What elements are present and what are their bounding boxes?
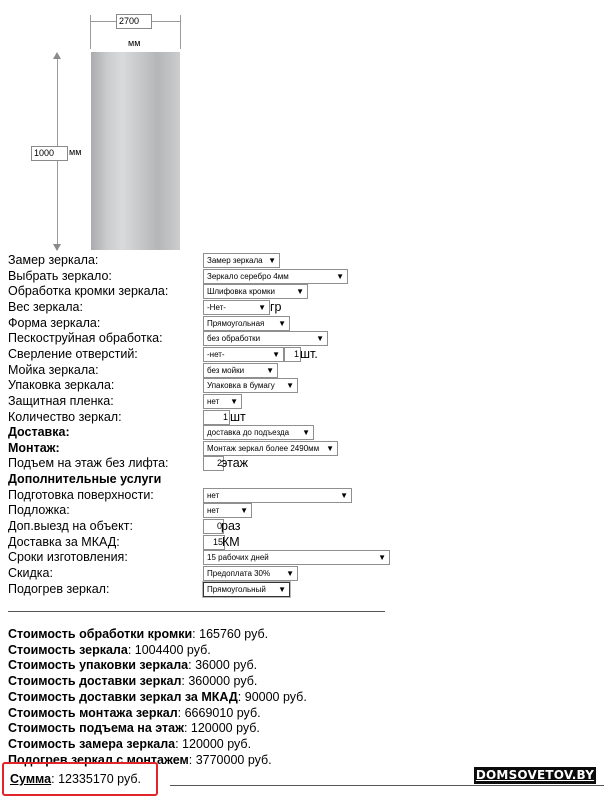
- form-row: [0, 440, 604, 456]
- cost-line: Подогрев зеркал с монтажем: 3770000 руб.: [8, 752, 272, 767]
- dropdown-select[interactable]: [203, 550, 390, 565]
- cost-value: 6669010 руб.: [184, 705, 261, 720]
- height-unit-label: мм: [69, 147, 82, 157]
- unit-suffix: шт: [230, 409, 246, 424]
- dropdown-select[interactable]: [203, 378, 298, 393]
- cost-line: Стоимость доставки зеркал: 360000 руб.: [8, 674, 258, 689]
- width-dimension-tick-right: [180, 15, 181, 49]
- total-value: 12335170 руб.: [58, 772, 141, 786]
- cost-line: Стоимость доставки зеркал за МКАД: 90000 руб.: [8, 689, 307, 704]
- field-label: Форма зеркала:: [8, 315, 101, 330]
- form-row: [0, 424, 604, 440]
- form-row: [0, 283, 604, 299]
- dropdown-select[interactable]: [203, 284, 308, 299]
- dropdown-value: Монтаж зеркал более 2490мм: [207, 443, 320, 453]
- section-heading: Дополнительные услуги: [8, 472, 162, 487]
- field-label: Защитная пленка:: [8, 393, 114, 408]
- dropdown-value: нет: [207, 396, 220, 406]
- cost-label: Стоимость упаковки зеркала: [8, 658, 189, 673]
- field-label: Пескоструйная обработка:: [8, 331, 163, 346]
- cost-label: Стоимость доставки зеркал: [8, 674, 182, 689]
- form-row: [0, 299, 604, 315]
- bottom-divider: [170, 785, 604, 786]
- field-label: Количество зеркал:: [8, 409, 122, 424]
- chevron-down-icon: ▼: [316, 334, 324, 344]
- dropdown-select[interactable]: [203, 331, 328, 346]
- dropdown-select[interactable]: [203, 269, 348, 284]
- form-row: [0, 409, 604, 425]
- number-input[interactable]: 0: [203, 519, 224, 534]
- dropdown-select[interactable]: [203, 582, 290, 597]
- field-label: Подогрев зеркал:: [8, 581, 110, 596]
- chevron-down-icon: ▼: [286, 569, 294, 578]
- chevron-down-icon: ▼: [296, 287, 304, 297]
- cost-value: 90000 руб.: [244, 689, 307, 704]
- cost-label: Стоимость обработки кромки: [8, 627, 193, 641]
- form-row: [0, 268, 604, 284]
- dropdown-value: доставка до подъезда: [207, 428, 290, 438]
- form-row: [0, 393, 604, 409]
- dropdown-value: Прямоугольный: [207, 584, 266, 594]
- chevron-down-icon: ▼: [302, 428, 310, 438]
- field-label: Монтаж:: [8, 440, 60, 455]
- dropdown-value: 15 рабочих дней: [207, 553, 269, 563]
- dropdown-value: без обработки: [207, 334, 261, 344]
- dropdown-select[interactable]: [203, 300, 270, 315]
- form-row: [0, 581, 604, 597]
- dropdown-value: Шлифовка кромки: [207, 287, 275, 297]
- cost-value: 1004400 руб.: [134, 642, 211, 657]
- cost-label: Стоимость доставки зеркал за МКАД: [8, 689, 238, 704]
- cost-value: 120000 руб.: [182, 736, 252, 751]
- cost-value: 3770000 руб.: [195, 752, 272, 767]
- chevron-down-icon: ▼: [272, 349, 280, 359]
- chevron-down-icon: ▼: [340, 490, 348, 500]
- arrow-down-icon: [53, 244, 61, 251]
- arrow-up-icon: [53, 52, 61, 59]
- chevron-down-icon: ▼: [258, 302, 266, 312]
- chevron-down-icon: ▼: [278, 584, 286, 594]
- number-input[interactable]: 15: [203, 535, 225, 550]
- dropdown-value: нет: [207, 506, 220, 516]
- field-label: Упаковка зеркала:: [8, 378, 115, 393]
- dropdown-select[interactable]: [203, 425, 314, 440]
- cost-label: Подогрев зеркал с монтажем: [8, 752, 189, 767]
- width-unit-label: мм: [128, 38, 141, 48]
- number-input[interactable]: 1: [203, 410, 230, 425]
- chevron-down-icon: ▼: [230, 396, 238, 406]
- form-row: [0, 534, 604, 550]
- dropdown-select[interactable]: [203, 316, 290, 331]
- width-dimension-tick-left: [90, 15, 91, 49]
- width-input[interactable]: [116, 14, 152, 29]
- mirror-image: [91, 52, 180, 250]
- field-label: Сроки изготовления:: [8, 550, 128, 565]
- field-label: Подготовка поверхности:: [8, 487, 154, 502]
- unit-suffix: гр: [270, 299, 282, 314]
- cost-label: Стоимость монтажа зеркал: [8, 705, 178, 720]
- number-input[interactable]: 1: [284, 347, 301, 362]
- field-label: Подложка:: [8, 503, 70, 518]
- dropdown-select[interactable]: [203, 363, 278, 378]
- chevron-down-icon: ▼: [266, 365, 274, 375]
- form-row: [0, 518, 604, 534]
- field-label: Доп.выезд на объект:: [8, 519, 133, 534]
- chevron-down-icon: ▼: [286, 381, 294, 391]
- chevron-down-icon: ▼: [378, 553, 386, 563]
- chevron-down-icon: ▼: [336, 271, 344, 281]
- dropdown-select[interactable]: [203, 488, 352, 503]
- cost-label: Стоимость замера зеркала: [8, 736, 176, 751]
- total-line: Сумма: 12335170 руб.: [10, 772, 141, 786]
- section-divider: [8, 611, 385, 612]
- dropdown-value: Замер зеркала: [207, 256, 263, 265]
- cost-line: Стоимость зеркала: 1004400 руб.: [8, 642, 211, 657]
- dropdown-value: без мойки: [207, 365, 245, 375]
- dropdown-select[interactable]: [203, 566, 298, 581]
- cost-value: 36000 руб.: [195, 658, 258, 673]
- chevron-down-icon: ▼: [278, 318, 286, 328]
- chevron-down-icon: ▼: [268, 256, 276, 265]
- cost-value: 360000 руб.: [188, 674, 258, 689]
- chevron-down-icon: ▼: [240, 506, 248, 516]
- dropdown-value: Зеркало серебро 4мм: [207, 271, 289, 281]
- dropdown-value: -нет-: [207, 349, 225, 359]
- number-input[interactable]: 2: [203, 456, 224, 471]
- unit-suffix: раз: [221, 519, 241, 534]
- dropdown-select[interactable]: [203, 503, 252, 518]
- height-input[interactable]: [31, 146, 68, 161]
- field-label: Доставка за МКАД:: [8, 534, 120, 549]
- form-row: [0, 377, 604, 393]
- form-row: [0, 565, 604, 581]
- form-row: [0, 455, 604, 471]
- dropdown-select[interactable]: [203, 253, 280, 268]
- form-row: [0, 315, 604, 331]
- cost-label: Стоимость подъема на этаж: [8, 721, 184, 736]
- watermark-logo: DOMSOVETOV.BY: [475, 768, 595, 782]
- cost-line: Стоимость обработки кромки: 165760 руб.: [8, 627, 269, 641]
- total-label: Сумма: [10, 772, 52, 786]
- form-row: [0, 549, 604, 565]
- field-label: Мойка зеркала:: [8, 362, 99, 377]
- dropdown-select[interactable]: [203, 347, 284, 362]
- form-row: [0, 471, 604, 487]
- field-label: Вес зеркала:: [8, 299, 83, 314]
- cost-value: 120000 руб.: [190, 721, 260, 736]
- dropdown-value: Прямоугольная: [207, 318, 265, 328]
- field-label: Доставка:: [8, 425, 70, 440]
- cost-label: Стоимость зеркала: [8, 642, 128, 657]
- chevron-down-icon: ▼: [326, 443, 334, 453]
- unit-suffix: шт.: [300, 346, 318, 361]
- dropdown-value: нет: [207, 490, 220, 500]
- dropdown-select[interactable]: [203, 441, 338, 456]
- unit-suffix: этаж: [221, 456, 249, 471]
- dropdown-select[interactable]: [203, 394, 242, 409]
- dropdown-value: Упаковка в бумагу: [207, 381, 275, 391]
- field-label: Скидка:: [8, 566, 53, 580]
- dropdown-value: -Нет-: [207, 302, 226, 312]
- field-label: Подъем на этаж без лифта:: [8, 456, 169, 471]
- form-row: [0, 502, 604, 518]
- field-label: Выбрать зеркало:: [8, 268, 112, 283]
- field-label: Обработка кромки зеркала:: [8, 284, 169, 299]
- dropdown-value: Предоплата 30%: [207, 569, 271, 578]
- cost-line: Стоимость подъема на этаж: 120000 руб.: [8, 721, 260, 736]
- cost-line: Стоимость замера зеркала: 120000 руб.: [8, 736, 252, 751]
- form-row: [0, 487, 604, 503]
- unit-suffix: КМ: [222, 534, 240, 549]
- form-row: [0, 330, 604, 346]
- cost-line: Стоимость упаковки зеркала: 36000 руб.: [8, 658, 258, 673]
- form-row: [0, 346, 604, 362]
- form-row: [0, 252, 604, 268]
- form-row: [0, 362, 604, 378]
- field-label: Сверление отверстий:: [8, 346, 138, 361]
- field-label: Замер зеркала:: [8, 253, 99, 267]
- cost-value: 165760 руб.: [199, 627, 269, 641]
- cost-line: Стоимость монтажа зеркал: 6669010 руб.: [8, 705, 261, 720]
